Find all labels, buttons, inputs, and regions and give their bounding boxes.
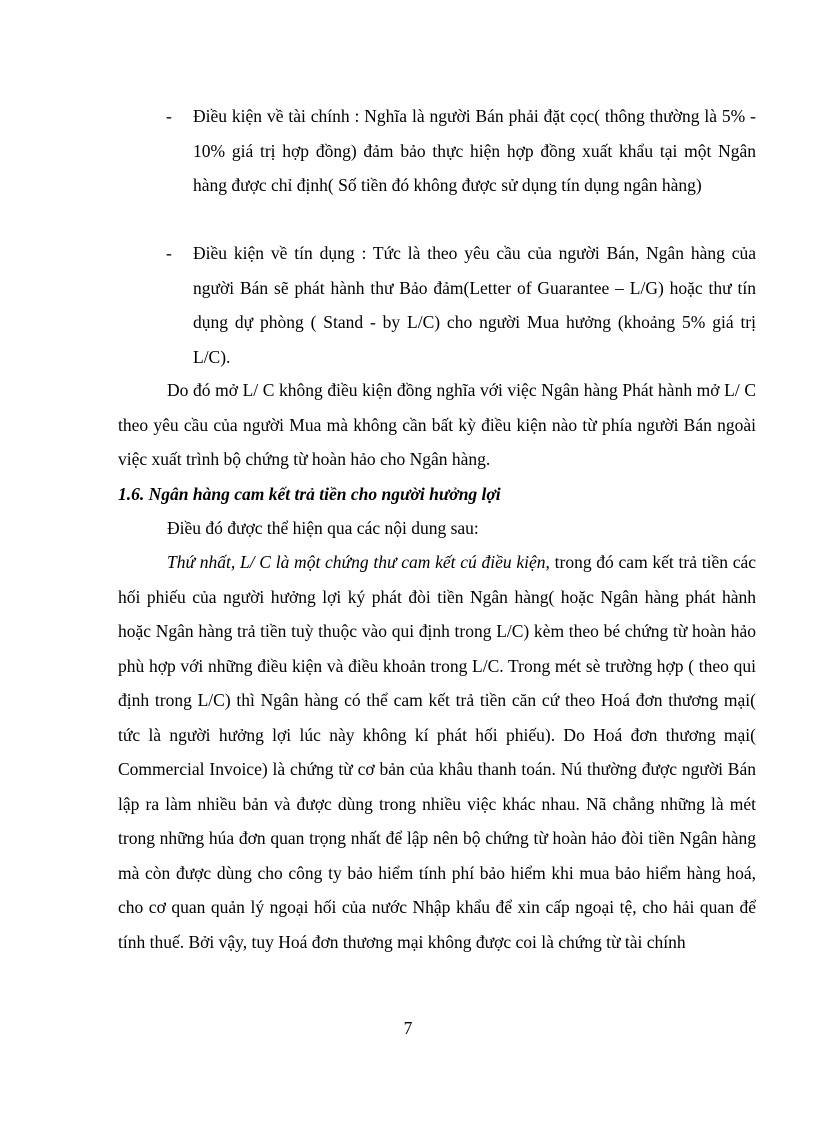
paragraph-body: , trong đó cam kết trả tiền các hối phiếu của người hưởng lợi ký phát đòi tiền Ngân hàng( hoặc Ngân hàng phát hành hoặc Ngân hàng trả tiền tuỳ thuộc vào qui định trong L/C) kèm theo bé chứng từ hoàn hảo phù hợp với những điều kiện và điều khoản trong L/C. Trong mét sè trường hợp ( theo qui định trong L/C) thì Ngân hàng có thể cam kết trả tiền căn cứ theo Hoá đơn thương mại( tức là người hưởng lợi lúc này không kí phát hối phiếu). Do Hoá đơn thương mại( Commercial Invoice) là chứng từ cơ bản của khâu thanh toán. Nú thường được người Bán lập ra làm nhiều bản và được dùng trong nhiều việc khác nhau. Nã chẳng những là mét trong những húa đơn quan trọng nhất để lập nên bộ chứng từ hoàn hảo đòi tiền Ngân hàng mà còn được dùng cho công ty bảo hiểm tính phí bảo hiểm khi mua bảo hiểm hàng hoá, cho cơ quan quản lý ngoại hối của nước Nhập khẩu để xin cấp ngoại tệ, cho hải quan để tính thuế. Bởi vậy, tuy Hoá đơn thương mại không được coi là chứng từ tài chính xyxy=(118,552,756,952)
bullet-credit-condition xyxy=(166,236,756,374)
bullet-text: Điều kiện về tín dụng : Tức là theo yêu cầu của người Bán, Ngân hàng của người Bán sẽ phát hành thư Bảo đảm(Letter of Guarantee – L/G) hoặc thư tín dụng dự phòng ( Stand - by L/C) cho người Mua hưởng (khoảng 5% giá trị L/C). xyxy=(193,243,756,367)
paragraph-unconditional-lc: Do đó mở L/ C không điều kiện đồng nghĩa với việc Ngân hàng Phát hành mở L/ C theo yêu cầu của người Mua mà không cần bất kỳ điều kiện nào từ phía người Bán ngoài việc xuất trình bộ chứng từ hoàn hảo cho Ngân hàng. xyxy=(118,380,756,469)
bullet-text: Điều kiện về tài chính : Nghĩa là người Bán phải đặt cọc( thông thường là 5% - 10% giá trị hợp đồng) đảm bảo thực hiện hợp đồng xuất khẩu tại một Ngân hàng được chỉ định( Số tiền đó không được sử dụng tín dụng ngân hàng) xyxy=(193,106,756,195)
bullet-dash: - xyxy=(166,106,172,126)
page-number: 7 xyxy=(403,1018,413,1038)
bullet-dash: - xyxy=(166,243,172,263)
paragraph-intro: Điều đó được thể hiện qua các nội dung sau: xyxy=(167,518,479,538)
bullet-financial-condition xyxy=(166,99,756,203)
paragraph-emphasis: Thứ nhất, L/ C là một chứng thư cam kết cú điều kiện xyxy=(167,552,546,572)
section-heading: 1.6. Ngân hàng cam kết trả tiền cho người hưởng lợi xyxy=(118,484,501,504)
paragraph-first-point xyxy=(118,545,756,959)
